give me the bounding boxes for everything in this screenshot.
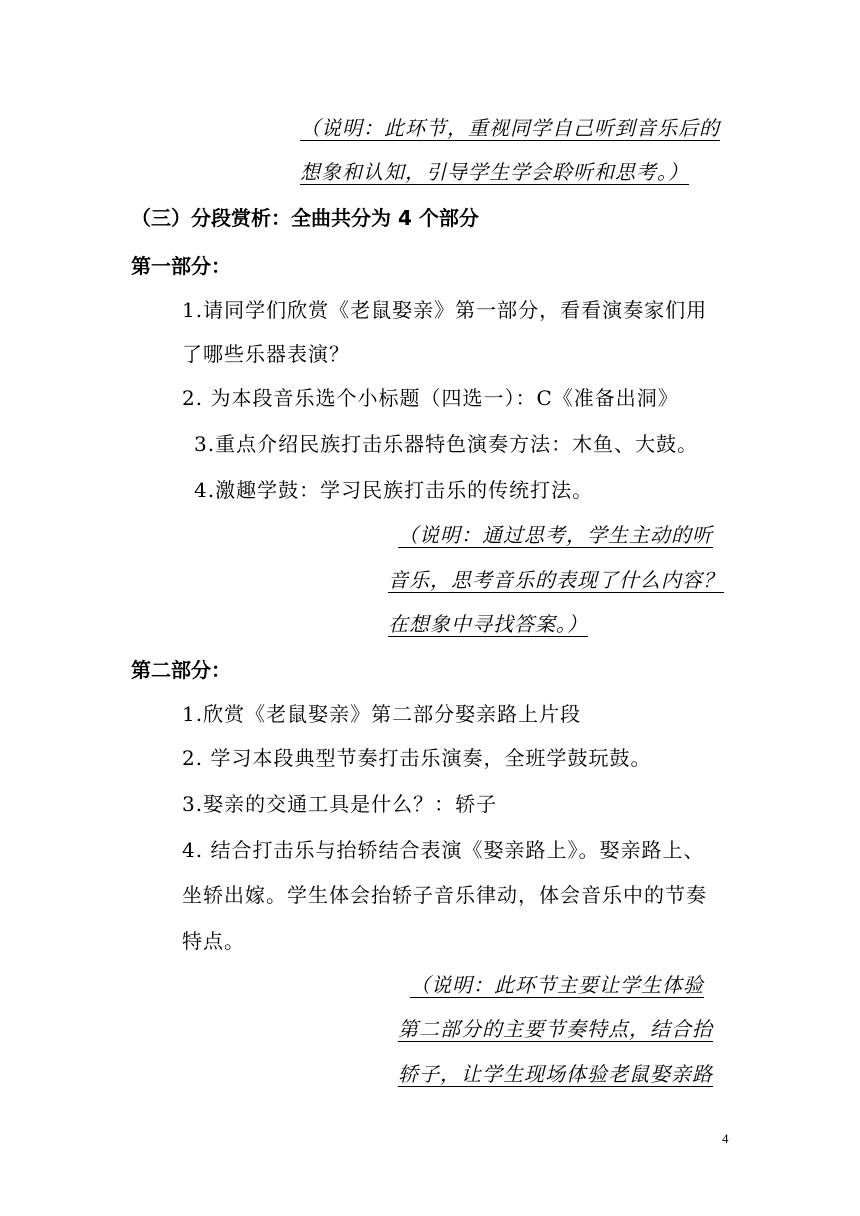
part1-item-4: 4.激趣学鼓：学习民族打击乐的传统打法。 [194, 478, 594, 502]
part1-item-1: 1.请同学们欣赏《老鼠娶亲》第一部分，看看演奏家们用 [182, 298, 708, 322]
page-number: 4 [722, 1131, 729, 1146]
section-heading: （三）分段赏析：全曲共分为 4 个部分 [131, 206, 479, 230]
note-part2-line-2: 第二部分的主要节奏特点，结合抬 [398, 1017, 713, 1041]
part1-heading: 第一部分： [131, 254, 231, 278]
part2-item-2: 2. 学习本段典型节奏打击乐演奏，全班学鼓玩鼓。 [182, 746, 652, 770]
note-intro-line-1: （说明：此环节，重视同学自己听到音乐后的 [300, 116, 720, 140]
note-part1-line-1: （说明：通过思考，学生主动的听 [398, 523, 713, 547]
note-part1-line-2: 音乐，思考音乐的表现了什么内容？ [388, 568, 724, 592]
note-part1-line-3: 在想象中寻找答案。） [388, 612, 588, 636]
part2-heading: 第二部分： [131, 658, 231, 682]
part1-item-3: 3.重点介绍民族打击乐器特色演奏方法：木鱼、大鼓。 [194, 432, 699, 456]
part1-item-1-cont: 了哪些乐器表演？ [182, 342, 350, 366]
part2-item-4: 4. 结合打击乐与抬轿结合表演《娶亲路上》。娶亲路上、 [182, 838, 705, 862]
note-intro-line-2: 想象和认知，引导学生学会聆听和思考。） [300, 160, 689, 184]
part1-item-2: 2. 为本段音乐选个小标题（四选一）：C《准备出洞》 [182, 386, 679, 410]
part2-item-3: 3.娶亲的交通工具是什么？：轿子 [182, 792, 498, 816]
part2-item-4-cont-2: 特点。 [182, 929, 245, 953]
note-part2-line-1: （说明：此环节主要让学生体验 [410, 973, 704, 997]
part2-item-4-cont-1: 坐轿出嫁。学生体会抬轿子音乐律动，体会音乐中的节奏 [182, 883, 707, 907]
note-part2-line-3: 轿子，让学生现场体验老鼠娶亲路 [398, 1062, 713, 1086]
part2-item-1: 1.欣赏《老鼠娶亲》第二部分娶亲路上片段 [182, 702, 582, 726]
